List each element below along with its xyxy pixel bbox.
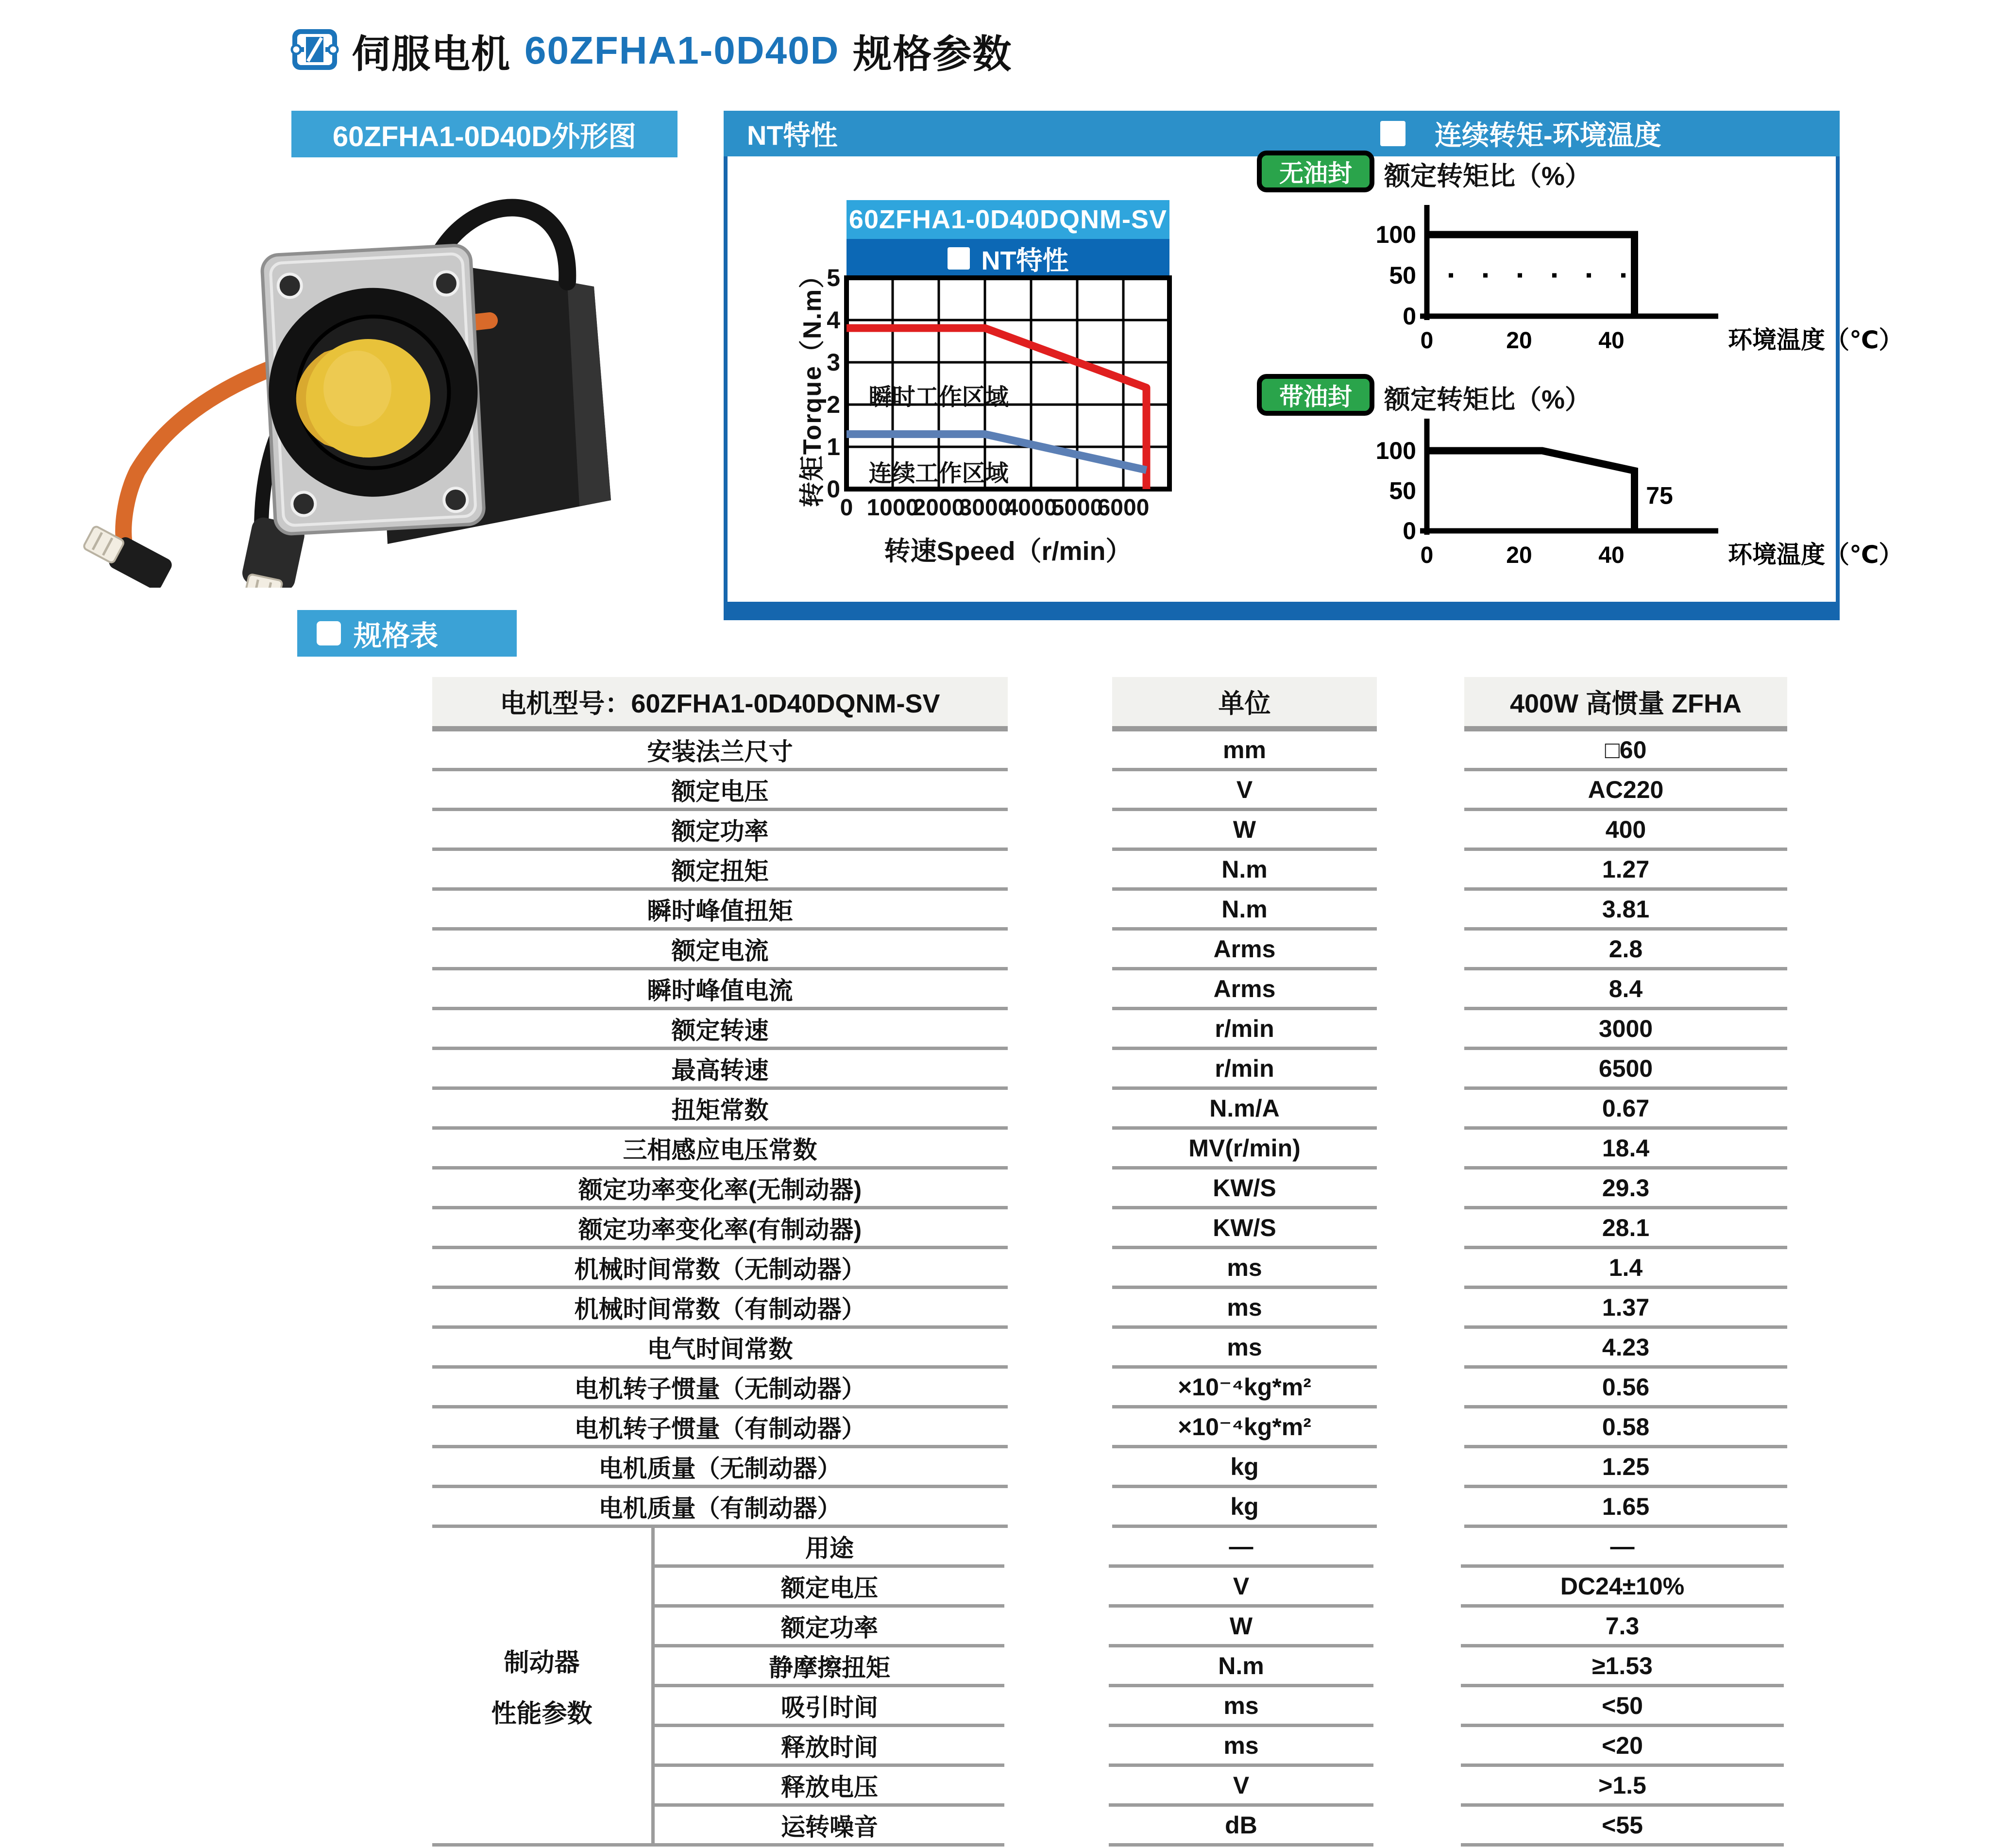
spec-cell-value: 0.67 xyxy=(1464,1090,1787,1130)
nt-region-label: 瞬时工作区域 xyxy=(868,384,1009,410)
spec-cell-parameter: 额定转速 xyxy=(432,1010,1008,1050)
brake-row xyxy=(655,1687,1784,1727)
brake-row xyxy=(655,1568,1784,1608)
spec-row xyxy=(432,1010,1787,1050)
brake-row xyxy=(655,1647,1784,1687)
spec-cell-unit: ×10⁻⁴kg*m² xyxy=(1112,1408,1377,1448)
spec-row xyxy=(432,1130,1787,1170)
spec-cell-value: 4.23 xyxy=(1464,1329,1787,1369)
nt-y-ticks xyxy=(800,264,840,503)
spec-row xyxy=(432,1488,1787,1528)
nt-x-ticks xyxy=(840,494,1169,524)
svg-text:40: 40 xyxy=(1598,543,1625,568)
spec-cell-unit: KW/S xyxy=(1112,1209,1377,1249)
spec-row xyxy=(432,811,1787,851)
brake-cell-unit: dB xyxy=(1109,1807,1373,1847)
brake-cell-parameter: 运转噪音 xyxy=(655,1807,1004,1847)
spec-row xyxy=(432,1289,1787,1329)
nt-x-tick: 1000 xyxy=(866,495,919,521)
svg-text:0: 0 xyxy=(1403,517,1416,544)
spec-cell-parameter: 最高转速 xyxy=(432,1050,1008,1090)
spec-row xyxy=(432,891,1787,931)
svg-text:50: 50 xyxy=(1389,477,1416,505)
svg-text:0: 0 xyxy=(1420,328,1434,354)
brake-cell-unit: V xyxy=(1109,1767,1373,1807)
spec-cell-unit: MV(r/min) xyxy=(1112,1130,1377,1170)
spec-cell-value: 1.27 xyxy=(1464,851,1787,891)
spec-row xyxy=(432,1448,1787,1488)
white-square-icon xyxy=(1380,121,1405,146)
spec-cell-value: AC220 xyxy=(1464,771,1787,811)
brake-cell-parameter: 释放电压 xyxy=(655,1767,1004,1807)
spec-cell-unit: N.m xyxy=(1112,891,1377,931)
nt-y-tick: 0 xyxy=(827,475,840,503)
spec-table-header-row xyxy=(432,677,1787,731)
spec-cell-value: 3.81 xyxy=(1464,891,1787,931)
brake-row xyxy=(655,1528,1784,1568)
spec-cell-value: 28.1 xyxy=(1464,1209,1787,1249)
svg-text:40: 40 xyxy=(1598,328,1625,354)
spec-table xyxy=(432,677,1787,1847)
svg-text:0: 0 xyxy=(1403,303,1416,330)
spec-cell-value: 0.56 xyxy=(1464,1369,1787,1408)
nt-x-tick: 3000 xyxy=(959,495,1011,521)
nt-x-tick: 5000 xyxy=(1051,495,1103,521)
nt-x-axis-label: 转速Speed（r/min） xyxy=(884,537,1132,566)
derating-section-title: 连续转矩-环境温度 xyxy=(1435,120,1661,151)
spec-cell-parameter: 机械时间常数（无制动器） xyxy=(432,1249,1008,1289)
spec-cell-value: 2.8 xyxy=(1464,931,1787,970)
spec-table-body xyxy=(432,731,1787,1528)
nt-x-tick: 6000 xyxy=(1097,495,1150,521)
brake-cell-parameter: 释放时间 xyxy=(655,1727,1004,1767)
spec-row xyxy=(432,1209,1787,1249)
servo-motor-icon xyxy=(289,24,340,75)
motor-photo xyxy=(52,160,715,588)
brake-row xyxy=(655,1807,1784,1847)
brake-label-line1: 制动器 xyxy=(504,1648,580,1677)
spec-cell-value: 0.58 xyxy=(1464,1408,1787,1448)
no-oil-seal-chart xyxy=(1375,186,1903,356)
brake-cell-parameter: 吸引时间 xyxy=(655,1687,1004,1727)
with-oil-seal-y-label: 额定转矩比（%） xyxy=(1384,385,1592,414)
spec-cell-unit: r/min xyxy=(1112,1010,1377,1050)
nt-panel-title: NT特性 xyxy=(747,120,838,151)
spec-cell-value: 29.3 xyxy=(1464,1170,1787,1209)
nt-x-tick: 4000 xyxy=(1005,495,1057,521)
spec-cell-parameter: 电机转子惯量（有制动器） xyxy=(432,1408,1008,1448)
brake-cell-value: — xyxy=(1461,1528,1784,1568)
brake-cell-unit: V xyxy=(1109,1568,1373,1608)
nt-plot-area xyxy=(847,278,1169,489)
outline-panel-header: 60ZFHA1-0D40D外形图 xyxy=(291,111,677,157)
nt-y-tick: 2 xyxy=(827,391,840,418)
brake-row xyxy=(655,1767,1784,1807)
svg-text:50: 50 xyxy=(1389,262,1416,289)
spec-cell-value: 1.4 xyxy=(1464,1249,1787,1289)
brake-row xyxy=(655,1608,1784,1647)
spec-cell-parameter: 额定扭矩 xyxy=(432,851,1008,891)
spec-cell-parameter: 额定功率变化率(有制动器) xyxy=(432,1209,1008,1249)
nt-chart-subtitle: NT特性 xyxy=(981,246,1069,275)
spec-cell-parameter: 瞬时峰值扭矩 xyxy=(432,891,1008,931)
spec-cell-value: □60 xyxy=(1464,731,1787,771)
spec-cell-unit: mm xyxy=(1112,731,1377,771)
spec-table-tag-label: 规格表 xyxy=(354,620,439,652)
with-oil-seal-badge: 带油封 xyxy=(1257,374,1374,416)
spec-table-header-unit: 单位 xyxy=(1112,677,1377,731)
svg-text:0: 0 xyxy=(1420,543,1434,568)
spec-cell-value: 3000 xyxy=(1464,1010,1787,1050)
spec-cell-value: 6500 xyxy=(1464,1050,1787,1090)
spec-cell-unit: KW/S xyxy=(1112,1170,1377,1209)
svg-text:环境温度（℃）: 环境温度（℃） xyxy=(1728,541,1903,568)
spec-cell-unit: Arms xyxy=(1112,970,1377,1010)
spec-cell-value: 1.37 xyxy=(1464,1289,1787,1329)
spec-row xyxy=(432,1170,1787,1209)
spec-row xyxy=(432,1249,1787,1289)
nt-chart-subtitle-bar xyxy=(847,239,1169,278)
with-oil-seal-chart xyxy=(1375,409,1903,579)
svg-text:75: 75 xyxy=(1646,482,1673,509)
spec-cell-value: 1.65 xyxy=(1464,1488,1787,1528)
brake-cell-value: <50 xyxy=(1461,1687,1784,1727)
spec-cell-parameter: 瞬时峰值电流 xyxy=(432,970,1008,1010)
spec-cell-value: 18.4 xyxy=(1464,1130,1787,1170)
brake-cell-parameter: 静摩擦扭矩 xyxy=(655,1647,1004,1687)
spec-cell-parameter: 额定电压 xyxy=(432,771,1008,811)
spec-row xyxy=(432,1329,1787,1369)
nt-region-label: 连续工作区域 xyxy=(868,460,1009,487)
spec-cell-parameter: 额定功率变化率(无制动器) xyxy=(432,1170,1008,1209)
spec-table-header-series: 400W 高惯量 ZFHA xyxy=(1464,677,1787,731)
spec-row xyxy=(432,931,1787,970)
svg-text:100: 100 xyxy=(1375,221,1416,248)
spec-cell-parameter: 额定电流 xyxy=(432,931,1008,970)
spec-cell-unit: N.m xyxy=(1112,851,1377,891)
spec-cell-unit: ms xyxy=(1112,1289,1377,1329)
spec-cell-unit: ms xyxy=(1112,1329,1377,1369)
brake-cell-unit: W xyxy=(1109,1608,1373,1647)
svg-text:20: 20 xyxy=(1506,543,1532,568)
brake-label-line2: 性能参数 xyxy=(491,1699,593,1728)
white-square-icon xyxy=(317,621,341,645)
brake-cell-value: >1.5 xyxy=(1461,1767,1784,1807)
brake-cell-value: <55 xyxy=(1461,1807,1784,1847)
page-title xyxy=(352,25,1012,76)
spec-cell-unit: ms xyxy=(1112,1249,1377,1289)
brake-cell-value: <20 xyxy=(1461,1727,1784,1767)
nt-x-tick: 2000 xyxy=(913,495,965,521)
brake-row xyxy=(655,1727,1784,1767)
nt-chart-title: 60ZFHA1-0D40DQNM-SV xyxy=(847,200,1169,239)
spec-row xyxy=(432,1369,1787,1408)
spec-cell-parameter: 机械时间常数（有制动器） xyxy=(432,1289,1008,1329)
nt-y-tick: 4 xyxy=(827,306,840,334)
svg-text:20: 20 xyxy=(1506,328,1532,354)
no-oil-seal-y-label: 额定转矩比（%） xyxy=(1384,162,1592,191)
spec-cell-value: 8.4 xyxy=(1464,970,1787,1010)
page-title-prefix: 伺服电机 xyxy=(352,32,511,76)
spec-row xyxy=(432,970,1787,1010)
spec-cell-unit: kg xyxy=(1112,1448,1377,1488)
brake-cell-value: 7.3 xyxy=(1461,1608,1784,1647)
nt-y-axis-label: 转矩Torque（N.m） xyxy=(798,262,827,508)
brake-cell-unit: ms xyxy=(1109,1687,1373,1727)
spec-cell-parameter: 扭矩常数 xyxy=(432,1090,1008,1130)
spec-row xyxy=(432,771,1787,811)
brake-cell-value: ≥1.53 xyxy=(1461,1647,1784,1687)
svg-text:100: 100 xyxy=(1375,437,1416,464)
spec-table-header-model: 电机型号：60ZFHA1-0D40DQNM-SV xyxy=(432,677,1008,731)
spec-cell-parameter: 电气时间常数 xyxy=(432,1329,1008,1369)
derating-section-header xyxy=(1380,111,1661,156)
spec-cell-unit: ×10⁻⁴kg*m² xyxy=(1112,1369,1377,1408)
page-title-suffix: 规格参数 xyxy=(853,32,1013,76)
nt-y-tick: 3 xyxy=(827,349,840,376)
brake-cell-unit: N.m xyxy=(1109,1647,1373,1687)
spec-row xyxy=(432,731,1787,771)
page-title-model: 60ZFHA1-0D40D xyxy=(525,29,840,72)
spec-cell-parameter: 电机转子惯量（无制动器） xyxy=(432,1369,1008,1408)
spec-cell-parameter: 安装法兰尺寸 xyxy=(432,731,1008,771)
brake-cell-parameter: 用途 xyxy=(655,1528,1004,1568)
spec-row xyxy=(432,851,1787,891)
brake-cell-parameter: 额定电压 xyxy=(655,1568,1004,1608)
brake-section-label xyxy=(432,1528,655,1847)
svg-text:环境温度（℃）: 环境温度（℃） xyxy=(1728,326,1903,354)
nt-y-tick: 5 xyxy=(827,264,840,291)
spec-cell-parameter: 电机质量（无制动器） xyxy=(432,1448,1008,1488)
brake-section xyxy=(432,1528,1787,1847)
nt-y-tick: 1 xyxy=(827,433,840,460)
nt-panel-header xyxy=(724,111,1840,156)
nt-panel xyxy=(724,111,1903,620)
no-oil-seal-badge: 无油封 xyxy=(1257,151,1374,192)
spec-cell-unit: N.m/A xyxy=(1112,1090,1377,1130)
spec-cell-parameter: 三相感应电压常数 xyxy=(432,1130,1008,1170)
brake-cell-unit: ms xyxy=(1109,1727,1373,1767)
spec-row xyxy=(432,1090,1787,1130)
brake-cell-parameter: 额定功率 xyxy=(655,1608,1004,1647)
brake-cell-value: DC24±10% xyxy=(1461,1568,1784,1608)
spec-cell-parameter: 额定功率 xyxy=(432,811,1008,851)
brake-cell-unit: — xyxy=(1109,1528,1373,1568)
spec-cell-value: 1.25 xyxy=(1464,1448,1787,1488)
spec-cell-unit: kg xyxy=(1112,1488,1377,1528)
spec-cell-unit: Arms xyxy=(1112,931,1377,970)
nt-x-tick: 0 xyxy=(840,495,853,521)
spec-table-tag xyxy=(297,610,517,657)
spec-cell-parameter: 电机质量（有制动器） xyxy=(432,1488,1008,1528)
spec-row xyxy=(432,1408,1787,1448)
spec-cell-unit: r/min xyxy=(1112,1050,1377,1090)
white-square-icon xyxy=(948,247,970,270)
spec-cell-unit: V xyxy=(1112,771,1377,811)
brake-rows xyxy=(655,1528,1784,1847)
spec-cell-unit: W xyxy=(1112,811,1377,851)
spec-cell-value: 400 xyxy=(1464,811,1787,851)
spec-row xyxy=(432,1050,1787,1090)
